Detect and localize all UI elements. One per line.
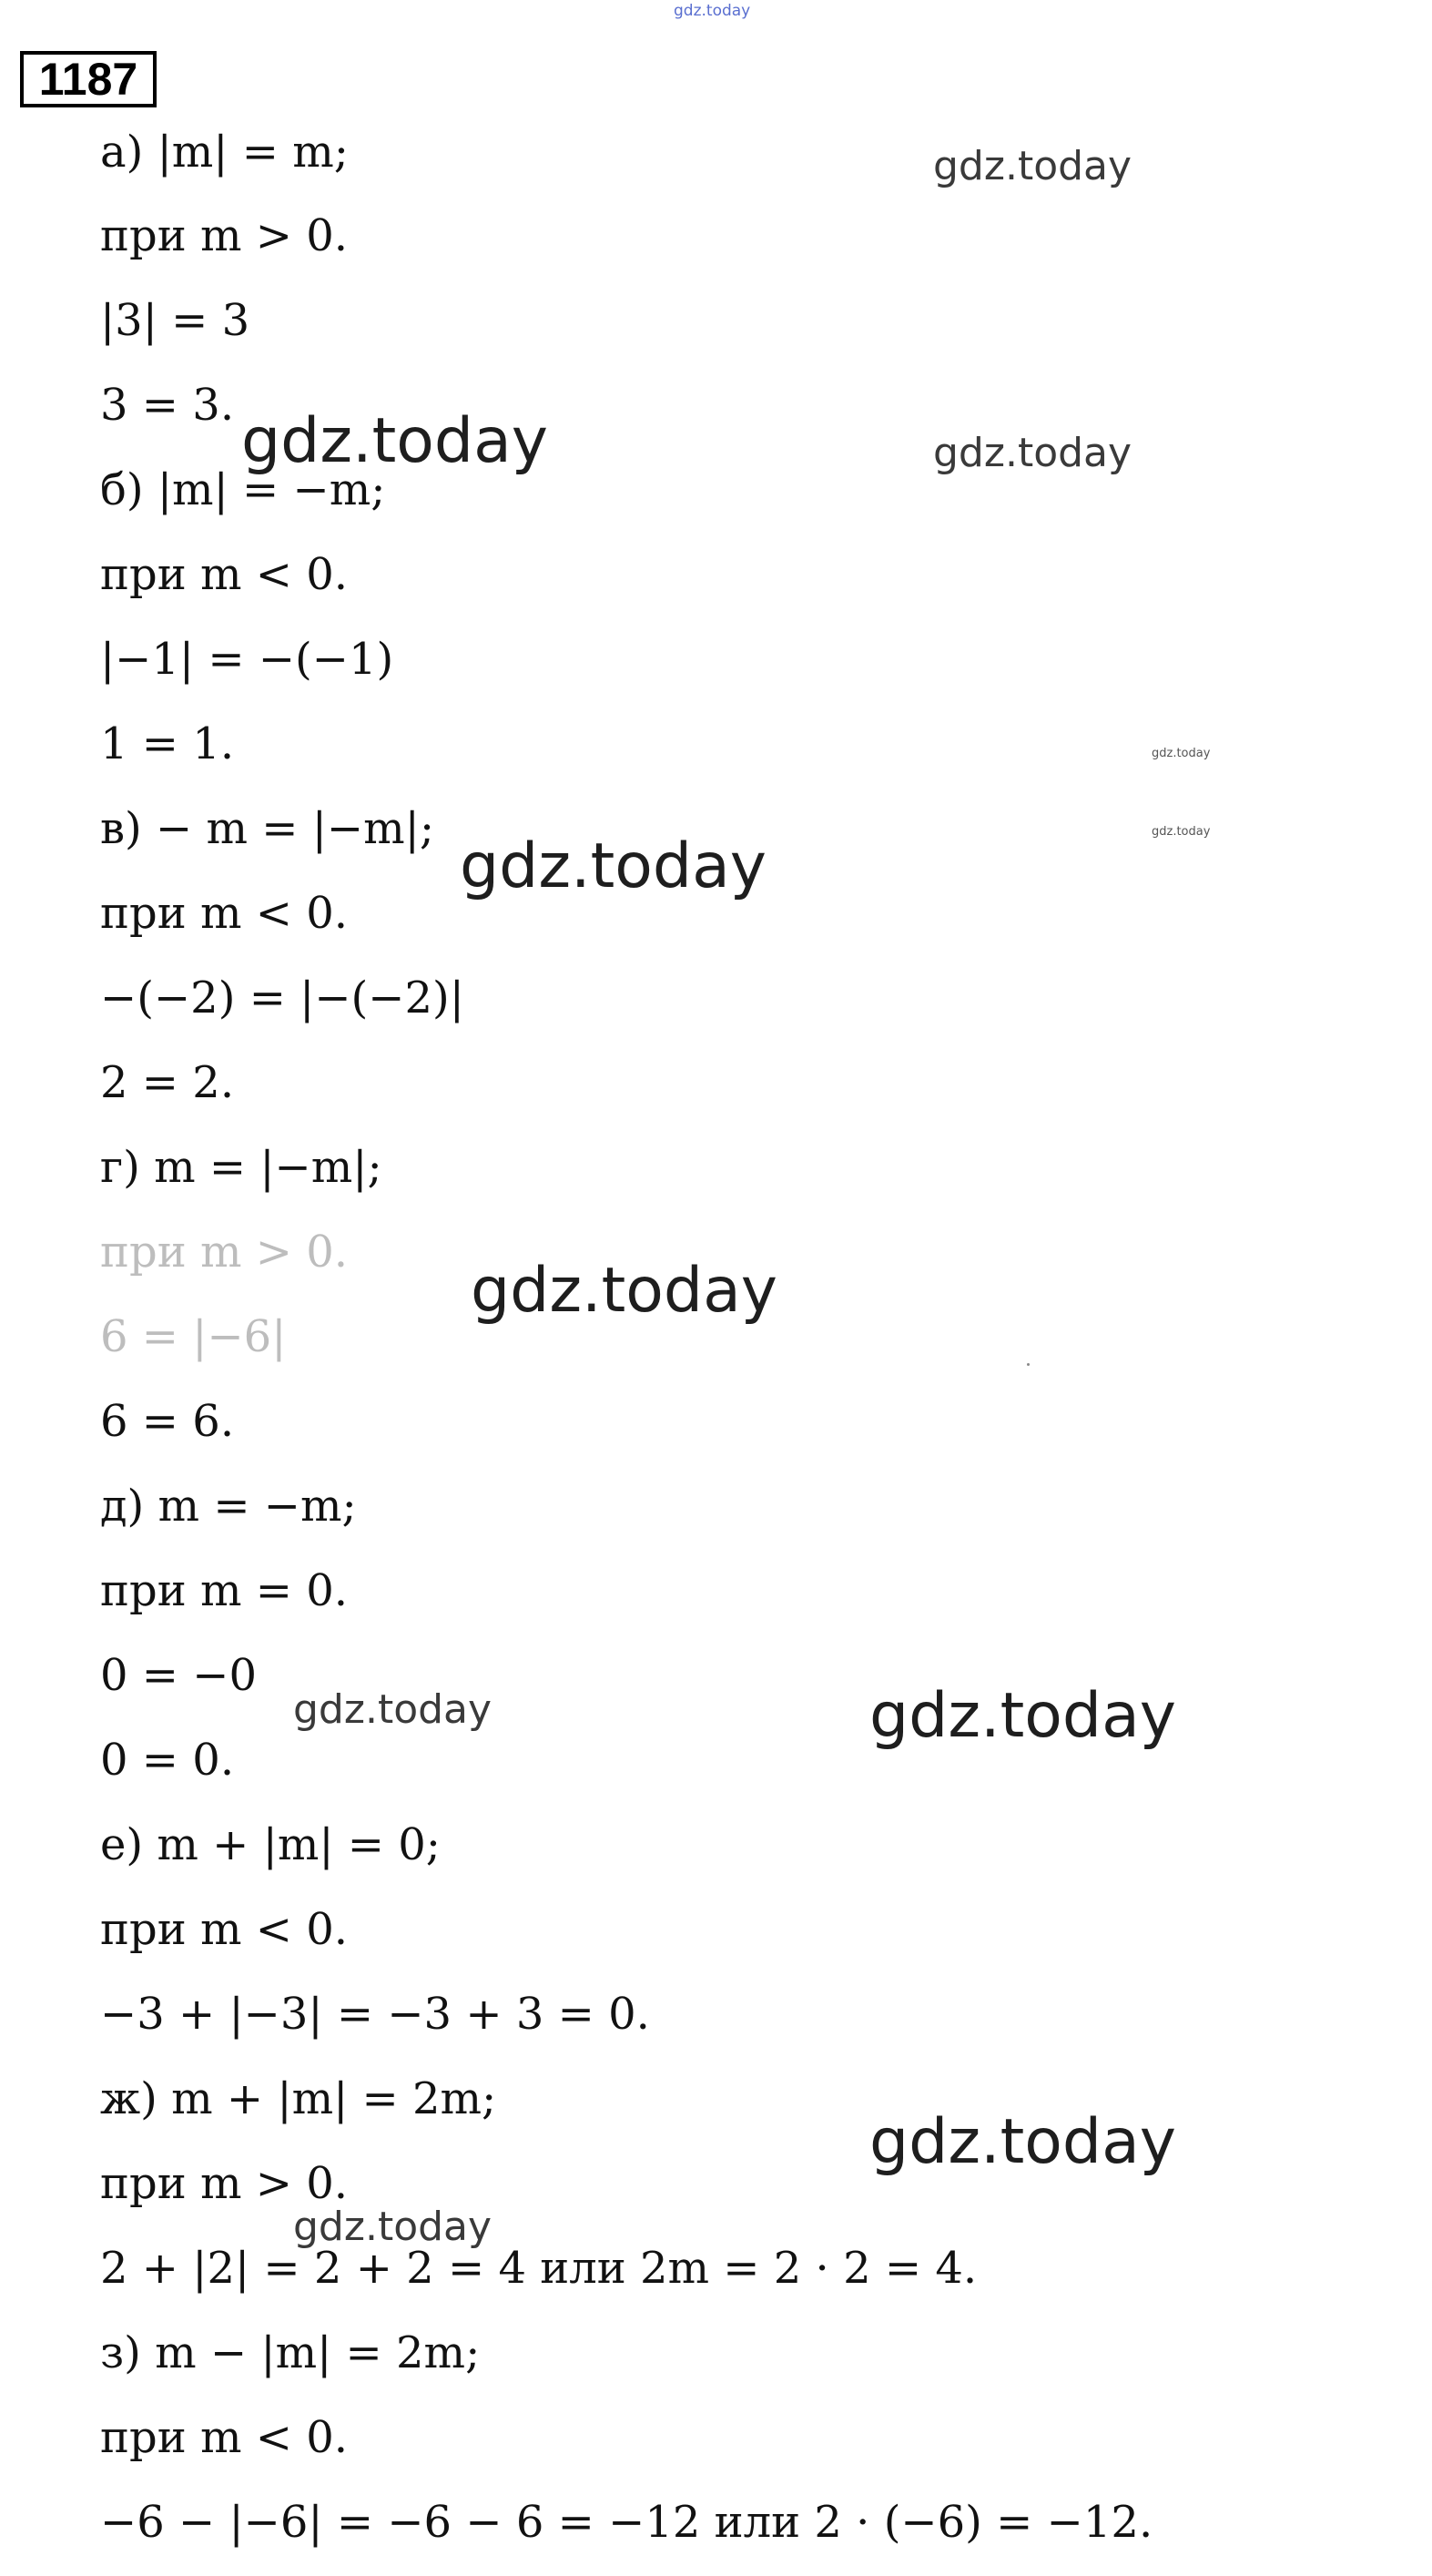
watermark: gdz.today (869, 1680, 1176, 1752)
watermark: gdz.today (869, 2106, 1176, 2178)
solution-line: в) − m = |−m|; (100, 803, 434, 854)
solution-line: 0 = 0. (100, 1735, 235, 1786)
solution-line: 6 = 6. (100, 1396, 235, 1447)
watermark: gdz.today (460, 830, 767, 902)
solution-line: при m < 0. (100, 1904, 349, 1955)
watermark: gdz.today (471, 1255, 777, 1327)
solution-line: −3 + |−3| = −3 + 3 = 0. (100, 1989, 650, 2040)
solution-line: з) m − |m| = 2m; (100, 2327, 481, 2378)
watermark: gdz.today (933, 430, 1132, 476)
solution-line: при m > 0. (100, 1227, 349, 1278)
solution-line: ж) m + |m| = 2m; (100, 2073, 497, 2124)
solution-line: е) m + |m| = 0; (100, 1819, 441, 1870)
solution-line: |−1| = −(−1) (100, 634, 394, 685)
top-watermark: gdz.today (674, 2, 751, 20)
solution-line: 2 = 2. (100, 1057, 235, 1108)
solution-line: б) |m| = −m; (100, 464, 386, 515)
solution-line: −6 − |−6| = −6 − 6 = −12 или 2 · (−6) = −12. (100, 2497, 1153, 2548)
solution-line: |3| = 3 (100, 295, 250, 346)
solution-line: при m < 0. (100, 549, 349, 600)
watermark: gdz.today (1152, 825, 1211, 839)
solution-line: при m < 0. (100, 888, 349, 939)
watermark: gdz.today (933, 143, 1132, 189)
solution-line: 3 = 3. (100, 380, 235, 431)
watermark: gdz.today (241, 405, 548, 477)
solution-line: −(−2) = |−(−2)| (100, 972, 464, 1023)
solution-line: при m = 0. (100, 1565, 349, 1616)
solution-line: 2 + |2| = 2 + 2 = 4 или 2m = 2 · 2 = 4. (100, 2243, 978, 2294)
solution-line: 6 = |−6| (100, 1311, 287, 1362)
solution-line: а) |m| = m; (100, 127, 349, 178)
problem-number: 1187 (20, 51, 157, 107)
solution-line: 0 = −0 (100, 1650, 258, 1701)
watermark: gdz.today (1152, 747, 1211, 760)
solution-line: 1 = 1. (100, 718, 235, 769)
solution-line: при m > 0. (100, 210, 349, 261)
solution-line: г) m = |−m|; (100, 1142, 382, 1193)
solution-line: при m < 0. (100, 2412, 349, 2463)
solution-line: при m > 0. (100, 2158, 349, 2209)
stray-dot (1027, 1363, 1030, 1366)
watermark: gdz.today (293, 1686, 493, 1733)
watermark: gdz.today (293, 2204, 493, 2250)
solution-line: д) m = −m; (100, 1481, 357, 1532)
